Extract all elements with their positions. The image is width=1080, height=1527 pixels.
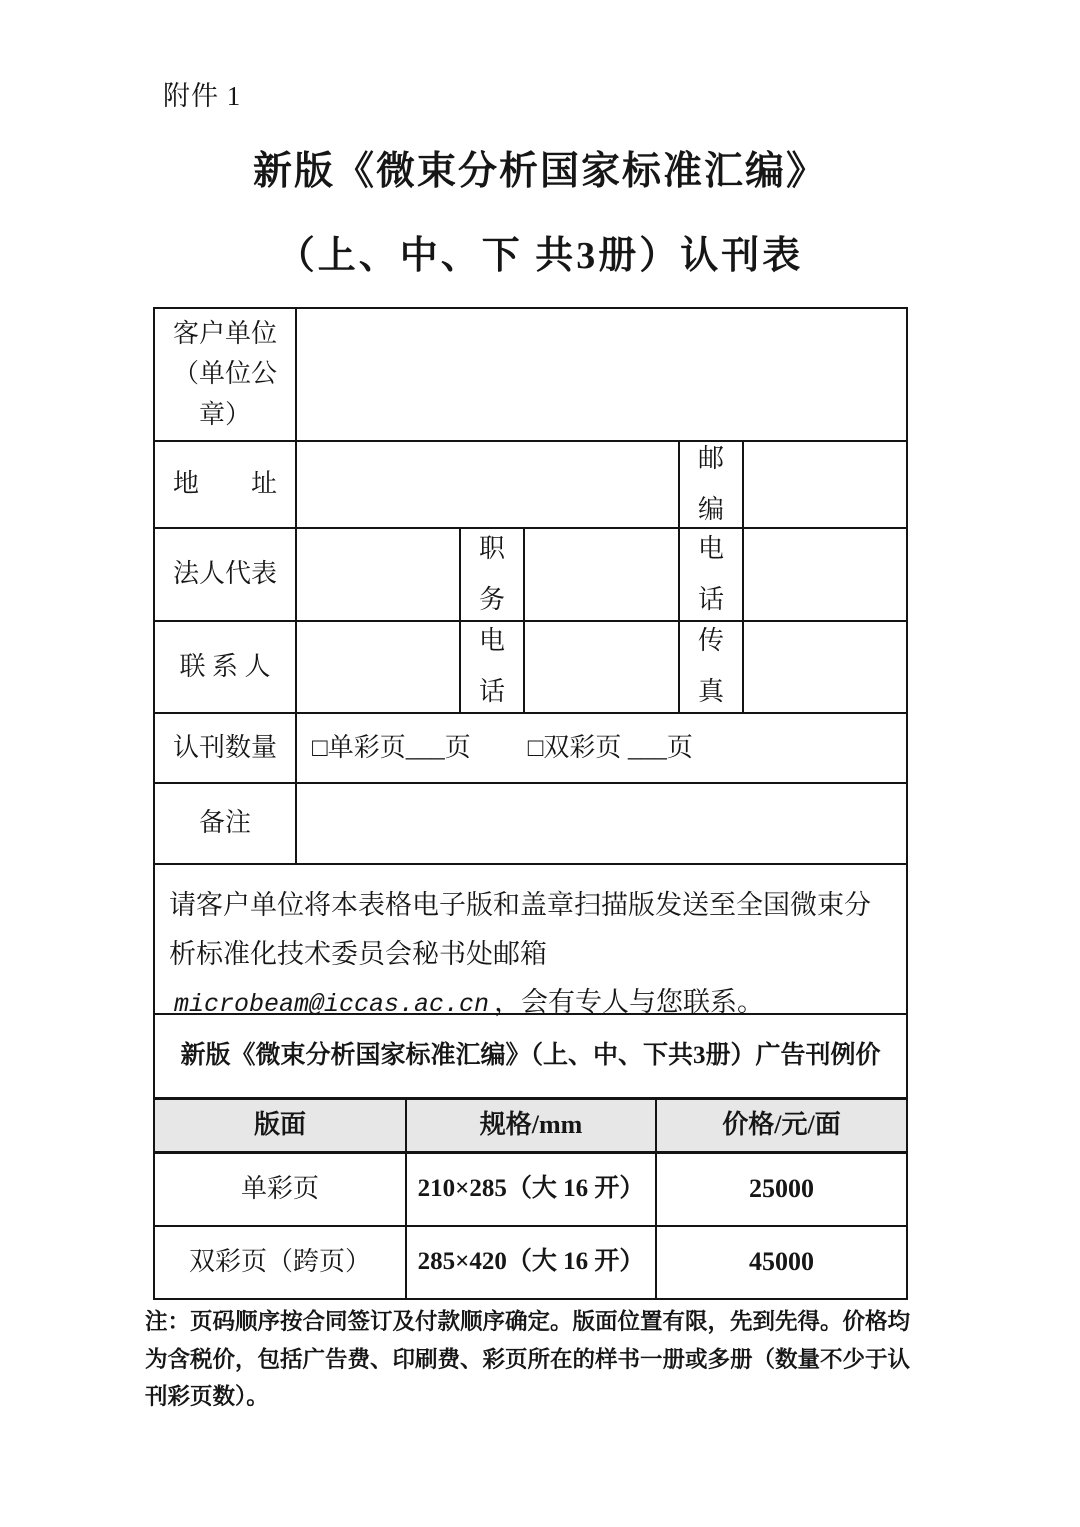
client-unit-label: 客户单位（单位公章）: [172, 319, 277, 429]
price-table-row-double: [155, 1225, 906, 1298]
quantity-options-field: [295, 714, 906, 782]
position-field: [523, 529, 678, 620]
contact-field: [295, 622, 459, 712]
legal-rep-label: 法人代表: [172, 559, 277, 589]
address-label: 地 址: [172, 469, 277, 499]
secretariat-email-link[interactable]: microbeam@iccas.ac.cn: [174, 990, 490, 1020]
address-field: [295, 442, 678, 527]
column-header-spec: 规格/mm: [405, 1100, 655, 1151]
document-title-line1: 新版《微束分析国家标准汇编》: [252, 150, 827, 193]
phone-field: [742, 529, 906, 620]
double-page-checkbox-option: □双彩页 ___页: [527, 732, 693, 762]
column-header-layout: 版面: [253, 1110, 306, 1140]
notice-text-before: 请客户单位将本表格电子版和盖章扫描版发送至全国微束分析标准化技术委员会秘书处邮箱: [169, 890, 871, 969]
contact-phone-field: [523, 622, 678, 712]
fax-field: [742, 622, 906, 712]
single-page-checkbox-option: □单彩页___页: [312, 732, 471, 762]
remarks-row: [155, 782, 906, 863]
postcode-label: 邮编: [678, 442, 742, 527]
price-footnote: 注：页码顺序按合同签订及付款顺序确定。版面位置有限，先到先得。价格均为含税价，包括广告费、印刷费、彩页所在的样书一册或多册（数量不少于认刊彩页数）。: [145, 1309, 911, 1410]
price-list-heading-row: [155, 1013, 906, 1097]
contact-phone-label: 电话: [459, 622, 523, 712]
document-title-line2: （上、中、下 共3册）认刊表: [276, 235, 804, 277]
client-unit-row: [155, 309, 906, 440]
remarks-label: 备注: [198, 808, 251, 838]
price-table-row-single: [155, 1151, 906, 1225]
address-row: [155, 440, 906, 527]
remarks-field: [295, 784, 906, 863]
legal-rep-field: [295, 529, 459, 620]
quantity-row: [155, 712, 906, 782]
contact-label: 联 系 人: [179, 651, 271, 681]
quantity-label: 认刊数量: [172, 732, 277, 762]
price-table-header-row: [155, 1097, 906, 1151]
submission-notice: [155, 865, 906, 1020]
fax-label: 传真: [678, 622, 742, 712]
client-unit-field: [295, 309, 906, 440]
attachment-label: 附件 1: [163, 81, 242, 111]
spec-value: 285×420（大 16 开）: [405, 1227, 655, 1298]
position-label: 职务: [459, 529, 523, 620]
contact-person-row: [155, 620, 906, 712]
legal-representative-row: [155, 527, 906, 620]
price-value: 25000: [655, 1154, 906, 1225]
notice-text-after: ，会有专人与您联系。: [494, 987, 765, 1018]
spec-value: 210×285（大 16 开）: [405, 1154, 655, 1225]
submission-notice-row: [155, 863, 906, 1020]
application-form-table: [153, 307, 908, 1300]
phone-label: 电话: [678, 529, 742, 620]
price-list-heading: 新版《微束分析国家标准汇编》（上、中、下共3册）广告刊例价: [180, 1041, 881, 1069]
layout-value: 单彩页: [240, 1174, 319, 1204]
price-value: 45000: [655, 1227, 906, 1298]
layout-value: 双彩页（跨页）: [188, 1247, 371, 1277]
column-header-price: 价格/元/面: [655, 1100, 906, 1151]
postcode-field: [742, 442, 906, 527]
